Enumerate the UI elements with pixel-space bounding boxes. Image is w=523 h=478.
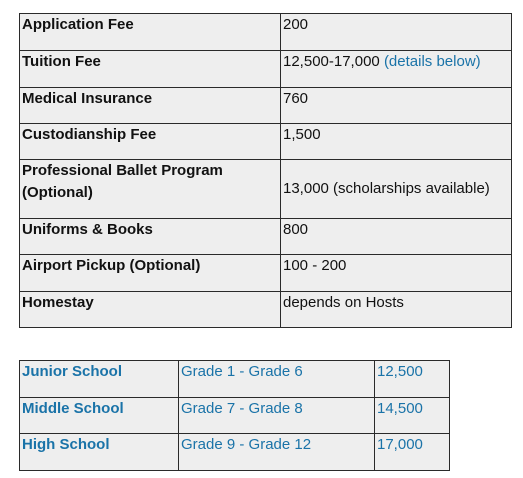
fee-label: Application Fee — [20, 14, 281, 51]
table-row — [20, 255, 512, 292]
fee-label: Custodianship Fee — [20, 124, 281, 160]
fee-label: Uniforms & Books — [20, 219, 281, 255]
fee-value: 1,500 — [281, 124, 512, 160]
fee-value-cell — [281, 51, 512, 88]
table-row — [20, 51, 512, 88]
grade-range: Grade 1 - Grade 6 — [179, 361, 375, 398]
table-row — [20, 14, 512, 51]
tuition-amount: 17,000 — [375, 434, 450, 471]
fee-value: 760 — [281, 88, 512, 124]
tuition-table — [19, 360, 450, 471]
fee-value: 12,500-17,000 — [283, 53, 380, 70]
table-row — [20, 292, 512, 328]
table-row — [20, 398, 450, 434]
details-below-link[interactable]: (details below) — [383, 53, 481, 70]
school-name: Junior School — [20, 361, 179, 398]
school-name: Middle School — [20, 398, 179, 434]
table-row — [20, 88, 512, 124]
fee-label: Tuition Fee — [20, 51, 281, 88]
table-row — [20, 124, 512, 160]
table-row — [20, 160, 512, 219]
school-name: High School — [20, 434, 179, 471]
table-row — [20, 219, 512, 255]
grade-range: Grade 9 - Grade 12 — [179, 434, 375, 471]
fee-value: 800 — [281, 219, 512, 255]
table-row — [20, 434, 450, 471]
fee-label: Homestay — [20, 292, 281, 328]
fee-label: Medical Insurance — [20, 88, 281, 124]
grade-range: Grade 7 - Grade 8 — [179, 398, 375, 434]
table-row — [20, 361, 450, 398]
fee-label: Professional Ballet Program (Optional) — [20, 160, 281, 219]
tuition-amount: 14,500 — [375, 398, 450, 434]
fee-value: 100 - 200 — [281, 255, 512, 292]
tuition-amount: 12,500 — [375, 361, 450, 398]
fee-value: 13,000 (scholarships available) — [281, 160, 512, 219]
fee-value: depends on Hosts — [281, 292, 512, 328]
fees-table — [19, 13, 512, 328]
fee-value: 200 — [281, 14, 512, 51]
fee-label: Airport Pickup (Optional) — [20, 255, 281, 292]
